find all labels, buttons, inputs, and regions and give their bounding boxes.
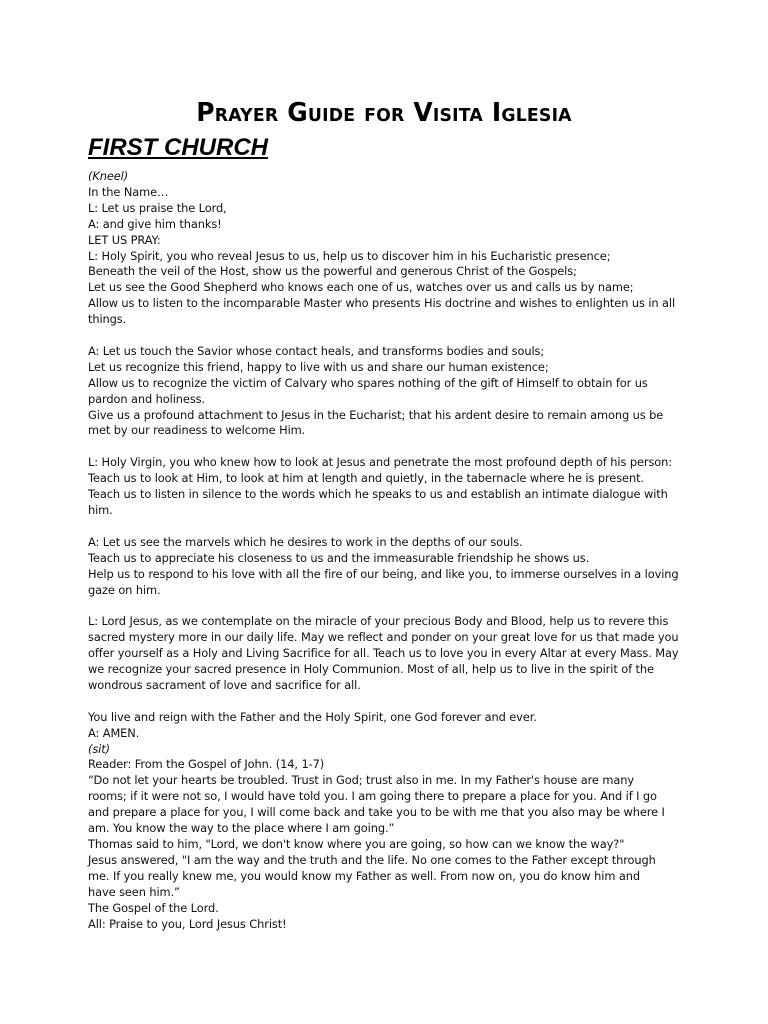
text-line: A: and give him thanks! bbox=[88, 216, 222, 231]
text-line: Let us recognize this friend, happy to live with us and share our human existence; bbox=[88, 359, 549, 374]
text-line: gaze on him. bbox=[88, 582, 161, 597]
text-line: rooms; if it were not so, I would have told you. I am going there to prepare a place for you. And if I go bbox=[88, 789, 657, 804]
text-line: L: Let us praise the Lord, bbox=[88, 200, 227, 215]
text-line: am. You know the way to the place where I am going.” bbox=[88, 821, 395, 836]
text-line: A: Let us touch the Savior whose contact heals, and transforms bodies and souls; bbox=[88, 343, 545, 358]
section-heading: FIRST CHURCH bbox=[88, 134, 268, 161]
text-line: offer yourself as a Holy and Living Sacrifice for all. Teach us to love you in every Altar at every Mass. May bbox=[88, 646, 679, 661]
text-line: have seen him.” bbox=[88, 884, 180, 899]
text-line: A: Let us see the marvels which he desires to work in the depths of our souls. bbox=[88, 534, 523, 549]
text-line: him. bbox=[88, 503, 113, 517]
text-line: You live and reign with the Father and the Holy Spirit, one God forever and ever. bbox=[88, 709, 537, 724]
text-line: Jesus answered, "I am the way and the truth and the life. No one comes to the Father except through bbox=[88, 852, 656, 867]
text-line: L: Holy Spirit, you who reveal Jesus to us, help us to discover him in his Eucharistic presence; bbox=[88, 248, 611, 263]
prayer-text bbox=[88, 169, 688, 932]
text-line: sacred mystery more in our daily life. May we reflect and ponder on your great love for us that made you bbox=[88, 630, 679, 645]
text-line: we recognize your sacred presence in Holy Communion. Most of all, help us to live in the spirit of the bbox=[88, 662, 654, 677]
text-line: LET US PRAY: bbox=[88, 232, 161, 247]
document-title: Prayer Guide for Visita Iglesia bbox=[196, 98, 572, 128]
text-line: Reader: From the Gospel of John. (14, 1-7) bbox=[88, 757, 325, 772]
text-line: L: Lord Jesus, as we contemplate on the miracle of your precious Body and Blood, help us to revere this bbox=[88, 614, 669, 629]
text-line: wondrous sacrament of love and sacrifice for all. bbox=[88, 677, 361, 692]
text-line: and prepare a place for you, I will come back and take you to be with me that you also may be where I bbox=[88, 805, 665, 820]
text-line: pardon and holiness. bbox=[88, 391, 206, 406]
text-line: In the Name… bbox=[88, 184, 169, 199]
text-line: Allow us to listen to the incomparable Master who presents His doctrine and wishes to enlighten us in all bbox=[88, 296, 676, 311]
text-line: L: Holy Virgin, you who knew how to look at Jesus and penetrate the most profound depth of his person: bbox=[88, 455, 673, 470]
text-line: The Gospel of the Lord. bbox=[88, 900, 219, 915]
text-line: “Do not let your hearts be troubled. Trust in God; trust also in me. In my Father's house are many bbox=[88, 773, 634, 788]
text-line: All: Praise to you, Lord Jesus Christ! bbox=[88, 916, 287, 931]
text-line: Thomas said to him, "Lord, we don't know where you are going, so how can we know the way?" bbox=[88, 836, 625, 851]
text-line: Teach us to appreciate his closeness to us and the immeasurable friendship he shows us. bbox=[88, 550, 590, 565]
rubric-line: (Kneel) bbox=[88, 169, 129, 183]
paragraph-gap bbox=[88, 519, 688, 535]
text-line: me. If you really knew me, you would know my Father as well. From now on, you do know him and bbox=[88, 868, 640, 883]
text-line: Teach us to look at Him, to look at him at length and quietly, in the tabernacle where he is present. bbox=[88, 471, 644, 486]
paragraph-gap bbox=[88, 328, 688, 344]
text-line: Allow us to recognize the victim of Calvary who spares nothing of the gift of Himself to obtain for us bbox=[88, 375, 648, 390]
text-line: Let us see the Good Shepherd who knows each one of us, watches over us and calls us by name; bbox=[88, 280, 634, 295]
rubric-line: (sit) bbox=[88, 741, 110, 756]
paragraph-gap bbox=[88, 439, 688, 455]
text-line: Beneath the veil of the Host, show us the powerful and generous Christ of the Gospels; bbox=[88, 264, 577, 279]
text-line: Give us a profound attachment to Jesus in the Eucharist; that his ardent desire to remain among us be bbox=[88, 407, 664, 422]
paragraph-gap bbox=[88, 598, 688, 614]
text-line: A: AMEN. bbox=[88, 725, 140, 740]
text-line: Help us to respond to his love with all the fire of our being, and like you, to immerse ourselves in a loving bbox=[88, 566, 679, 581]
text-line: things. bbox=[88, 312, 127, 327]
text-line: Teach us to listen in silence to the words which he speaks to us and establish an intimate dialogue with bbox=[88, 487, 668, 502]
paragraph-gap bbox=[88, 694, 688, 710]
text-line: met by our readiness to welcome Him. bbox=[88, 423, 306, 438]
